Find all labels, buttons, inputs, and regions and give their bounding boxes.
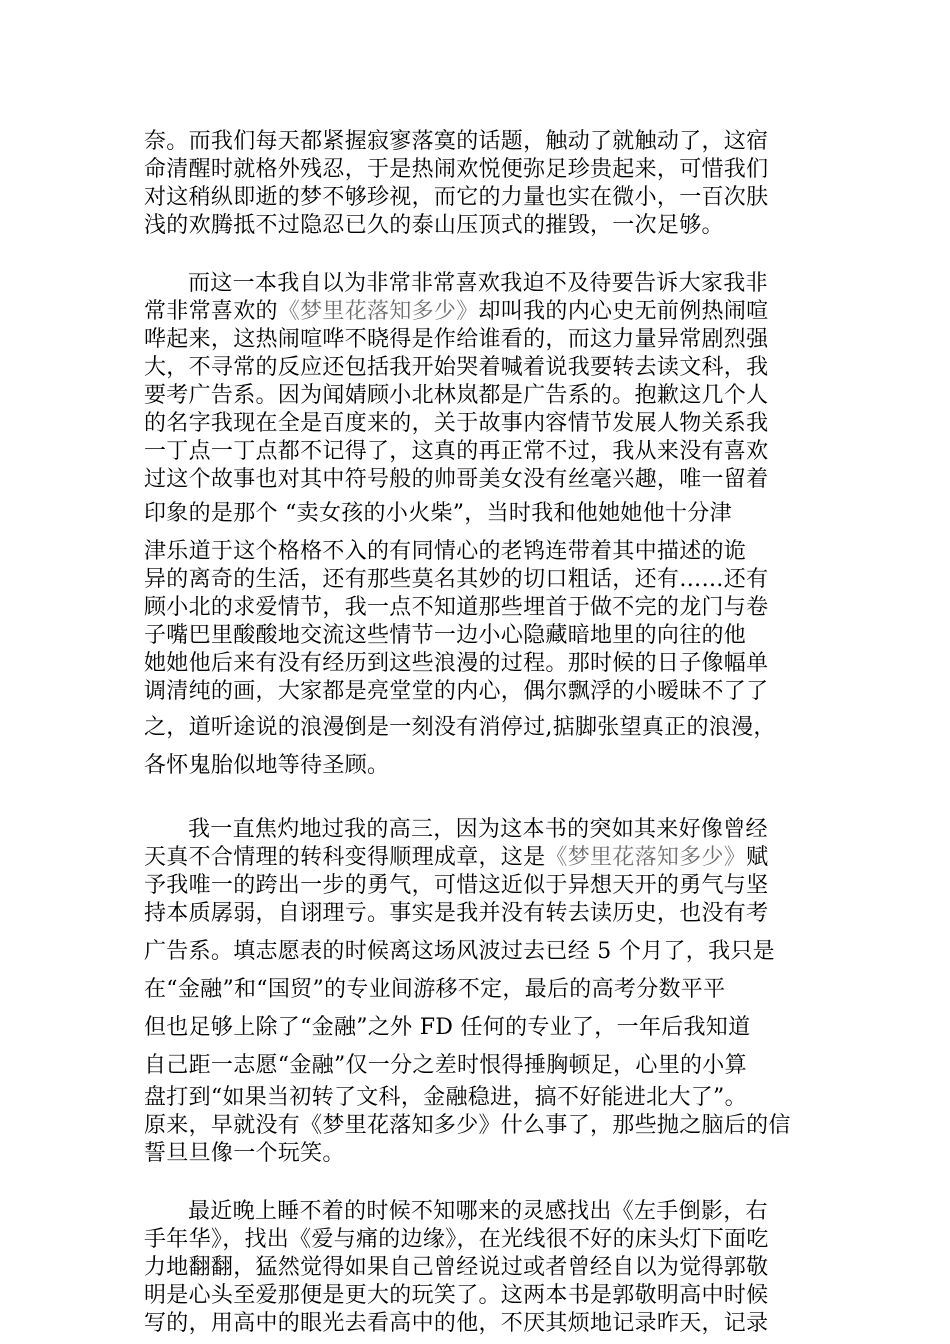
text-line: 明是心头至爱那便是更大的玩笑了。这两本书是郭敬明高中时候 — [144, 1283, 769, 1308]
book-title: 《梦里花落知多少》 — [277, 299, 479, 324]
text-line: 各怀鬼胎似地等待圣顾。 — [144, 753, 390, 778]
text-line: 写的，用高中的眼光去看高中的他，不厌其烦地记录昨天，记录 — [144, 1311, 769, 1336]
text-line: 自己距一志愿“金融”仅一分之差时恨得捶胸顿足，心里的小算 — [144, 1053, 747, 1078]
text-line: 广告系。填志愿表的时候离这场风波过去已经 5 个月了，我只是 — [144, 939, 775, 964]
text-line: 力地翻翻，猛然觉得如果自己曾经说过或者曾经自以为觉得郭敬 — [144, 1255, 769, 1280]
text-line: 而这一本我自以为非常非常喜欢我迫不及待要告诉大家我非 — [188, 271, 768, 296]
text-line: 但也足够上除了“金融”之外 FD 任何的专业了，一年后我知道 — [144, 1015, 751, 1040]
text-span: 天真不合情理的转科变得顺理成章，这是 — [144, 845, 546, 870]
text-line: 对这稍纵即逝的梦不够珍视，而它的力量也实在微小，一百次肤 — [144, 185, 769, 210]
text-span: 却叫我的内心史无前例热闹喧 — [478, 299, 769, 324]
text-line: 印象的是那个 “卖女孩的小火柴”，当时我和他她她他十分津 — [144, 501, 732, 526]
text-line: 她她他后来有没有经历到这些浪漫的过程。那时候的日子像幅单 — [144, 651, 769, 676]
text-span: 赋 — [746, 845, 769, 870]
text-line — [144, 840, 768, 871]
text-line: 的名字我现在全是百度来的，关于故事内容情节发展人物关系我 — [144, 411, 769, 436]
text-line: 浅的欢腾抵不过隐忍已久的泰山压顶式的摧毁，一次足够。 — [144, 213, 724, 238]
text-line: 顾小北的求爱情节，我一点不知道那些埋首于做不完的龙门与卷 — [144, 595, 769, 620]
text-line: 津乐道于这个格格不入的有同情心的老鸨连带着其中描述的诡 — [144, 539, 747, 564]
text-line — [144, 294, 768, 325]
text-line: 哗起来，这热闹喧哗不晓得是作给谁看的，而这力量异常剧烈强 — [144, 327, 769, 352]
text-line: 命清醒时就格外残忍，于是热闹欢悦便弥足珍贵起来，可惜我们 — [144, 157, 769, 182]
text-line: 过这个故事也对其中符号般的帅哥美女没有丝毫兴趣，唯一留着 — [144, 467, 769, 492]
text-span: 常非常喜欢的 — [144, 299, 278, 324]
text-line: 一丁点一丁点都不记得了，这真的再正常不过，我从来没有喜欢 — [144, 439, 769, 464]
book-title: 《梦里花落知多少》 — [545, 845, 747, 870]
text-line: 调清纯的画，大家都是亮堂堂的内心，偶尔飘浮的小暧昧不了了 — [144, 679, 769, 704]
text-line: 要考广告系。因为闻婧顾小北林岚都是广告系的。抱歉这几个人 — [144, 383, 769, 408]
text-line: 誓旦旦像一个玩笑。 — [144, 1141, 345, 1166]
text-line: 予我唯一的跨出一步的勇气，可惜这近似于异想天开的勇气与坚 — [144, 873, 769, 898]
text-line: 手年华》，找出《爱与痛的边缘》，在光线很不好的床头灯下面吃 — [144, 1227, 769, 1252]
text-line: 盘打到“如果当初转了文科，金融稳进，搞不好能进北大了”。 — [144, 1085, 747, 1110]
text-line: 在“金融”和“国贸”的专业间游移不定，最后的高考分数平平 — [144, 977, 726, 1002]
text-line: 最近晚上睡不着的时候不知哪来的灵感找出《左手倒影，右 — [188, 1199, 768, 1224]
text-line: 奈。而我们每天都紧握寂寥落寞的话题，触动了就触动了，这宿 — [144, 129, 769, 154]
text-line: 之，道听途说的浪漫倒是一刻没有消停过,掂脚张望真正的浪漫， — [144, 715, 776, 740]
text-line: 异的离奇的生活，还有那些莫名其妙的切口粗话，还有……还有 — [144, 567, 769, 592]
text-line: 我一直焦灼地过我的高三，因为这本书的突如其来好像曾经 — [188, 817, 768, 842]
text-line: 大，不寻常的反应还包括我开始哭着喊着说我要转去读文科，我 — [144, 355, 769, 380]
text-line: 子嘴巴里酸酸地交流这些情节一边小心隐藏暗地里的向往的他 — [144, 623, 747, 648]
text-line: 持本质孱弱，自诩理亏。事实是我并没有转去读历史，也没有考 — [144, 901, 769, 926]
text-line: 原来，早就没有《梦里花落知多少》什么事了，那些抛之脑后的信 — [144, 1113, 791, 1138]
